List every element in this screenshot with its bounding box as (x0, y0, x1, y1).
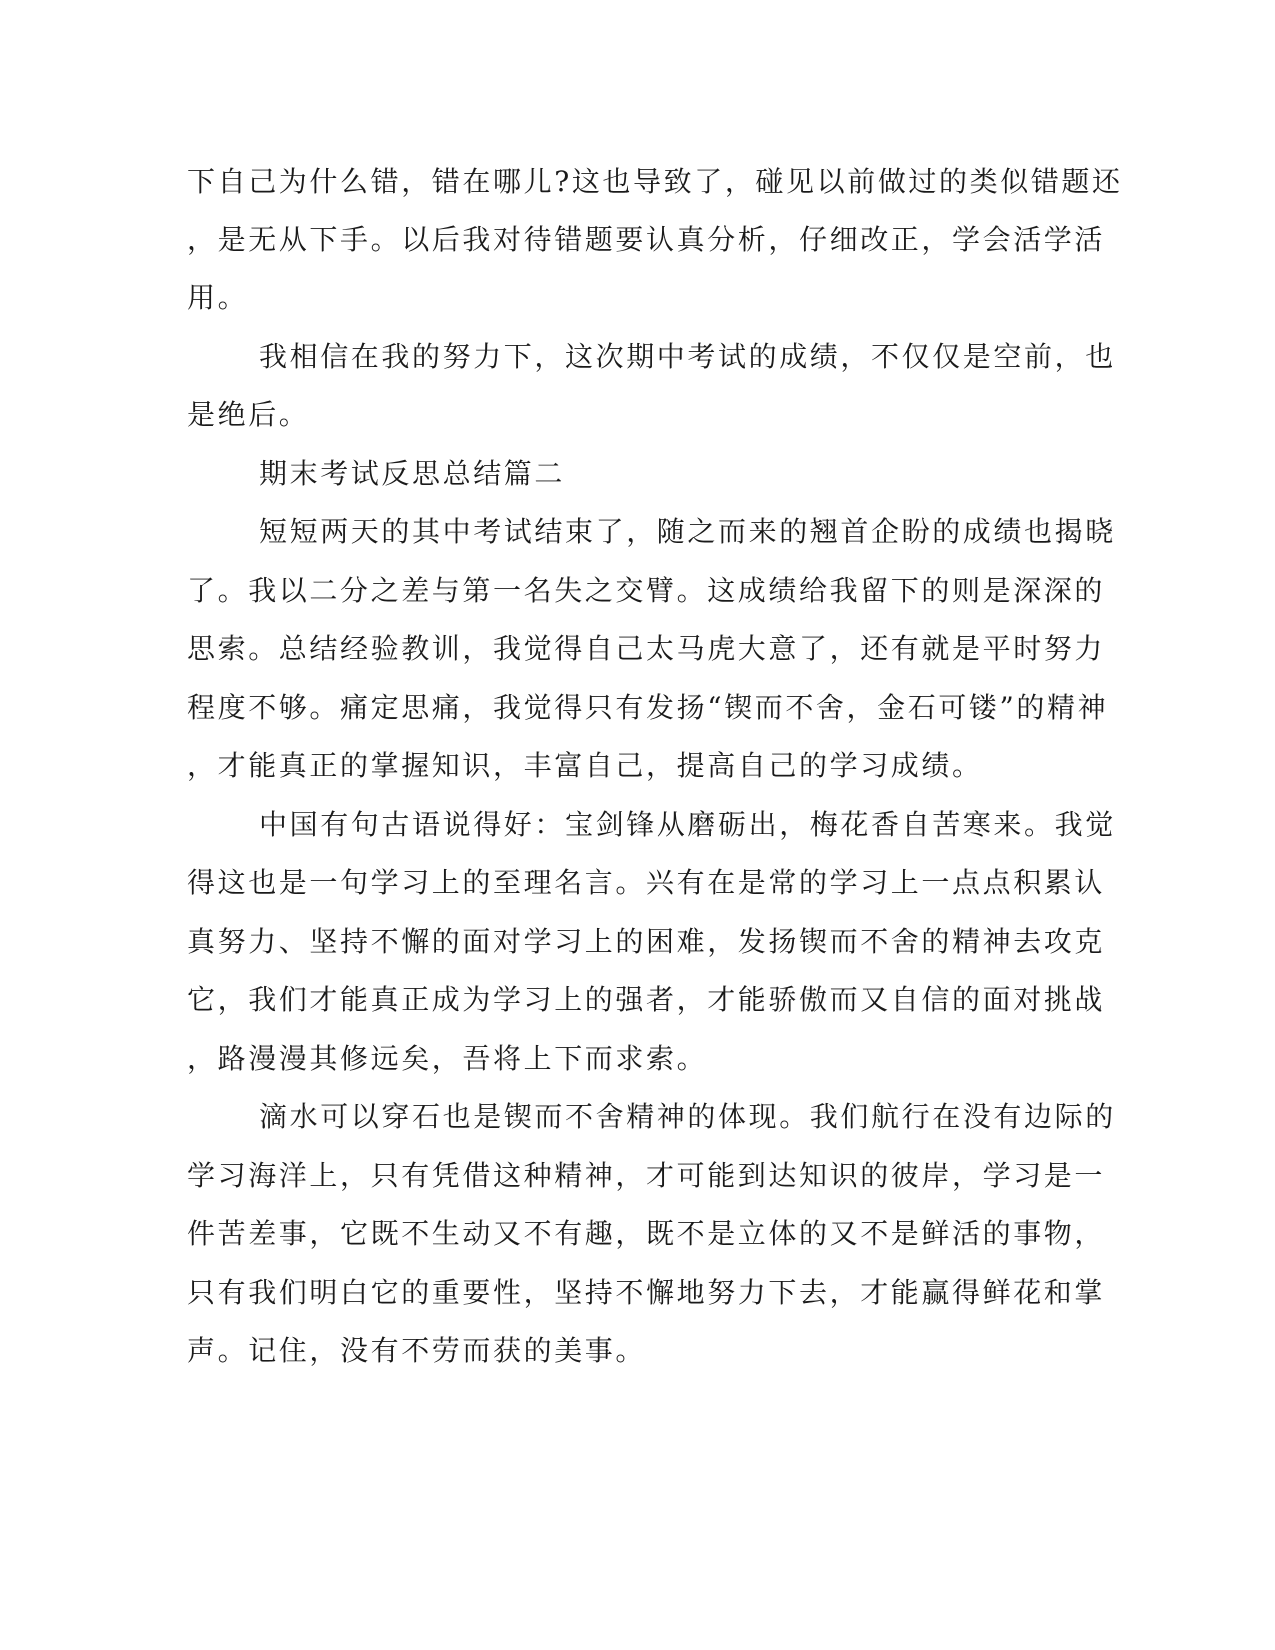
text-line: 程度不够。痛定思痛，我觉得只有发扬“锲而不舍，金石可镂”的精神 (187, 691, 1109, 724)
text-line: 真努力、坚持不懈的面对学习上的困难，发扬锲而不舍的精神去攻克 (187, 925, 1106, 958)
section-heading: 期末考试反思总结篇二 (259, 457, 566, 490)
text-line: ，才能真正的掌握知识，丰富自己，提高自己的学习成绩。 (187, 749, 983, 782)
text-line: 件苦差事，它既不生动又不有趣，既不是立体的又不是鲜活的事物， (187, 1217, 1106, 1250)
text-line: 我相信在我的努力下，这次期中考试的成绩，不仅仅是空前，也 (259, 340, 1116, 373)
text-line: ，路漫漫其修远矣，吾将上下而求索。 (187, 1042, 708, 1075)
text-line: 中国有句古语说得好：宝剑锋从磨砺出，梅花香自苦寒来。我觉 (259, 808, 1116, 841)
text-line: 得这也是一句学习上的至理名言。兴有在是常的学习上一点点积累认 (187, 866, 1106, 899)
text-line: ，是无从下手。以后我对待错题要认真分析，仔细改正，学会活学活 (187, 223, 1106, 256)
text-line: 是绝后。 (187, 398, 310, 431)
text-line: 学习海洋上，只有凭借这种精神，才可能到达知识的彼岸，学习是一 (187, 1159, 1106, 1192)
text-line: 声。记住，没有不劳而获的美事。 (187, 1334, 647, 1367)
text-line: 了。我以二分之差与第一名失之交臂。这成绩给我留下的则是深深的 (187, 574, 1106, 607)
text-line: 只有我们明白它的重要性，坚持不懈地努力下去，才能赢得鲜花和掌 (187, 1276, 1106, 1309)
text-line: 用。 (187, 281, 249, 314)
text-line: 下自己为什么错，错在哪儿?这也导致了，碰见以前做过的类似错题还 (187, 165, 1123, 198)
text-line: 滴水可以穿石也是锲而不舍精神的体现。我们航行在没有边际的 (259, 1100, 1116, 1133)
text-line: 它，我们才能真正成为学习上的强者，才能骄傲而又自信的面对挑战 (187, 983, 1106, 1016)
text-line: 思索。总结经验教训，我觉得自己太马虎大意了，还有就是平时努力 (187, 632, 1106, 665)
text-line: 短短两天的其中考试结束了，随之而来的翘首企盼的成绩也揭晓 (259, 515, 1116, 548)
